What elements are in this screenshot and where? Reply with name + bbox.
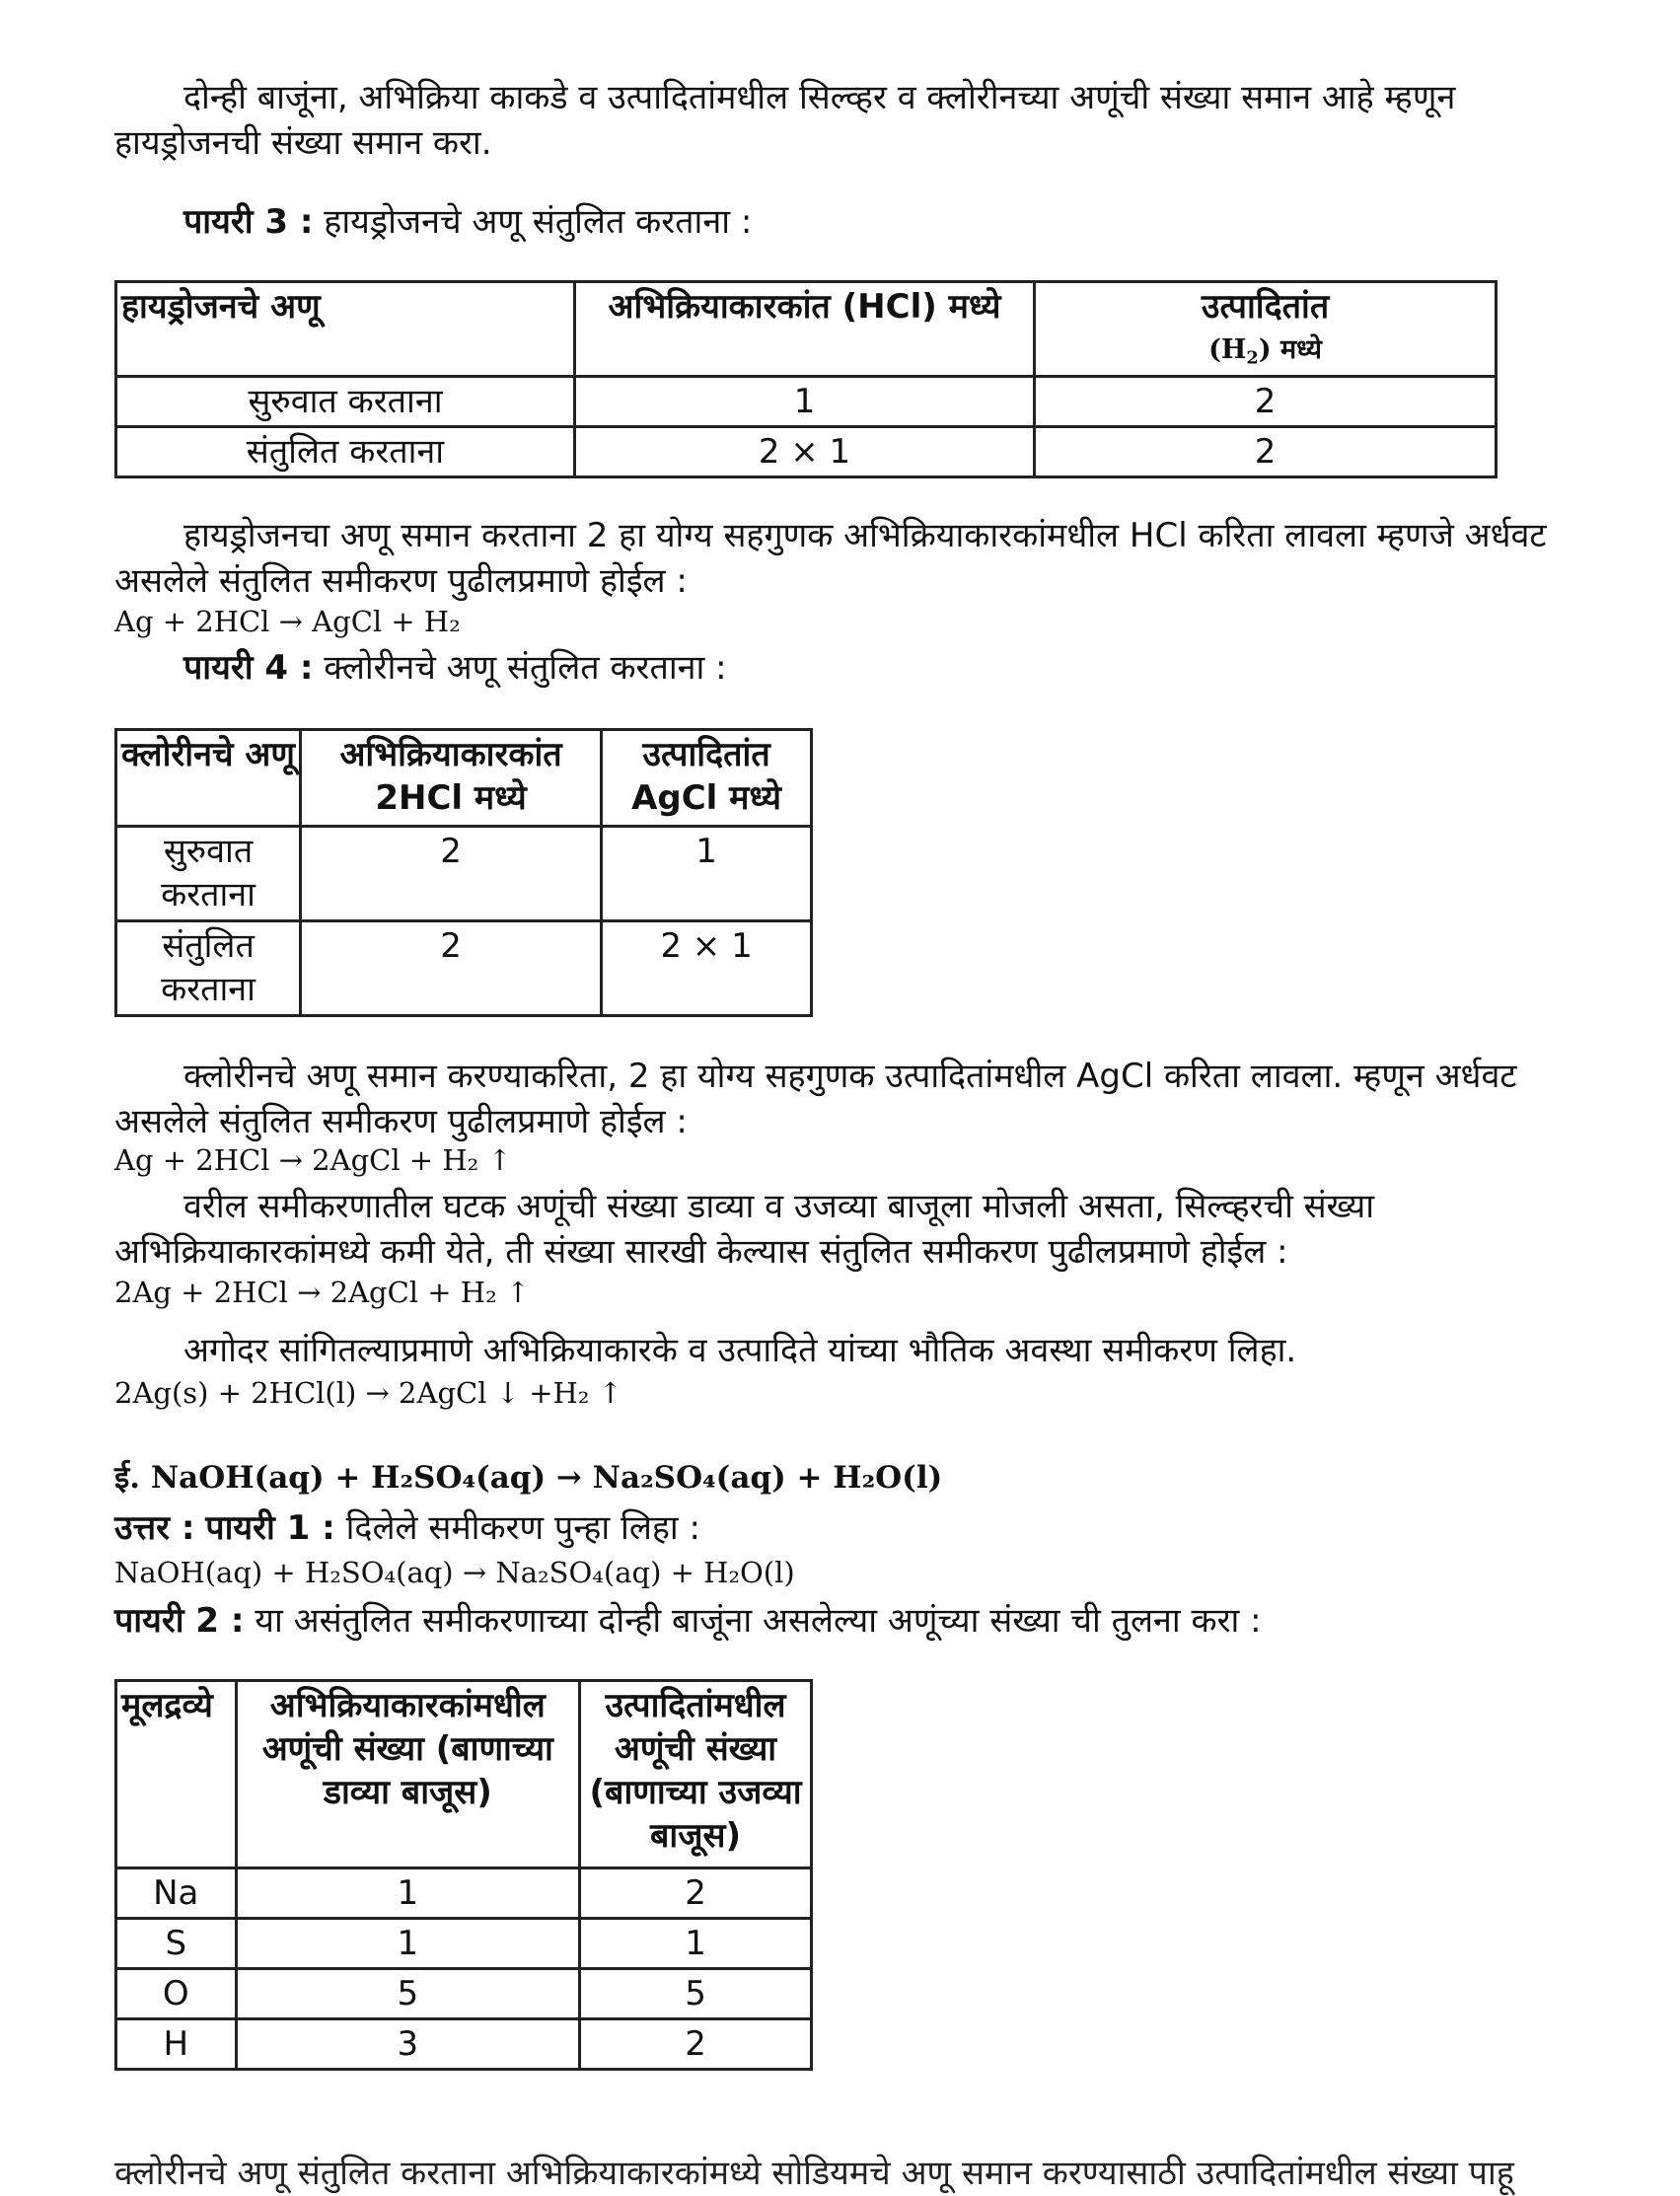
table-cell: S: [116, 1919, 237, 1969]
table-cell: संतुलित करताना: [116, 921, 301, 1016]
table-cell: 3: [236, 2019, 580, 2070]
table-cell: 1: [580, 1919, 812, 1969]
table-cell: सुरुवात करताना: [116, 377, 575, 427]
table-cell: 2: [1035, 427, 1497, 477]
step4-equation3: 2Ag(s) + 2HCl(l) → 2AgCl ↓ +H₂ ↑: [114, 1376, 622, 1410]
table-header: उत्पादितांमधील अणूंची संख्या (बाणाच्या उजव्या बाजूस): [580, 1681, 812, 1868]
table-cell: 1: [574, 377, 1034, 427]
step3-label: पायरी 3 :: [183, 202, 314, 242]
table-cell: 2: [580, 2019, 812, 2070]
table-cell: 2: [301, 827, 602, 921]
table-cell: 2 × 1: [574, 427, 1034, 477]
table-cell: 2: [580, 1868, 812, 1919]
answer-step2: [114, 1598, 1262, 1644]
step3-paragraph: हायड्रोजनचा अणू समान करताना 2 हा योग्य सहगुणक अभिक्रियाकारकांमधील HCl करिता लावला म्हणजे अर्धवट असलेले संतुलित समीकरण पुढीलप्रमाणे होईल :: [114, 516, 1547, 601]
step2-text: या असंतुलित समीकरणाच्या दोन्ही बाजूंना असलेल्या अणूंच्या संख्या ची तुलना करा :: [255, 1601, 1262, 1641]
table-header: अभिक्रियाकारकांत 2HCl मध्ये: [301, 730, 602, 827]
step3-text: हायड्रोजनचे अणू संतुलित करताना :: [324, 202, 753, 242]
question-e-equation: NaOH(aq) + H₂SO₄(aq) → Na₂SO₄(aq) + H₂O(l): [150, 1460, 943, 1496]
answer-label: उत्तर :: [114, 1508, 195, 1548]
step4-heading: [183, 645, 727, 691]
table-cell: संतुलित करताना: [116, 427, 575, 477]
step3-equation: Ag + 2HCl → AgCl + H₂: [114, 605, 461, 638]
table-cell: 2: [1035, 377, 1497, 427]
sodium-table: [114, 1679, 813, 2071]
step4-paragraph: क्लोरीनचे अणू समान करण्याकरिता, 2 हा योग्य सहगुणक उत्पादितांमधील AgCl करिता लावला. म्हणून अर्धवट असलेले संतुलित समीकरण पुढीलप्रमाणे होईल :: [114, 1057, 1517, 1141]
step2-label: पायरी 2 :: [114, 1601, 245, 1641]
table-cell: 1: [602, 827, 812, 921]
table-header: उत्पादितांत AgCl मध्ये: [602, 730, 812, 827]
table-cell: 5: [580, 1969, 812, 2019]
table-header: हायड्रोजनचे अणू: [116, 282, 575, 377]
table-cell: 1: [236, 1868, 580, 1919]
question-e-heading: [114, 1458, 942, 1498]
rewritten-equation: NaOH(aq) + H₂SO₄(aq) → Na₂SO₄(aq) + H₂O(l): [114, 1556, 795, 1589]
answer-step1: [114, 1505, 700, 1551]
cut-off-line: क्लोरीनचे अणू संतुलित करताना अभिक्रियाकारकांमध्ये सोडियमचे अणू समान करण्यासाठी उत्पादितांमधील संख्या पाहू: [114, 2154, 1514, 2193]
hydrogen-table: [114, 280, 1497, 478]
step4-equation2: 2Ag + 2HCl → 2AgCl + H₂ ↑: [114, 1276, 531, 1309]
step4-equation: Ag + 2HCl → 2AgCl + H₂ ↑: [114, 1143, 512, 1177]
table-header: मूलद्रव्ये: [116, 1681, 237, 1868]
chlorine-table: [114, 728, 813, 1017]
step4-paragraph3: अगोदर सांगितल्याप्रमाणे अभिक्रियाकारके व उत्पादिते यांच्या भौतिक अवस्था समीकरण लिहा.: [183, 1331, 1297, 1370]
intro-paragraph: दोन्ही बाजूंना, अभिक्रिया काकडे व उत्पादितांमधील सिल्व्हर व क्लोरीनच्या अणूंची संख्या समान आहे म्हणून हायड्रोजनची संख्या समान करा.: [114, 78, 1456, 163]
table-header: क्लोरीनचे अणू: [116, 730, 301, 827]
step3-heading: [183, 199, 752, 245]
table-cell: 1: [236, 1919, 580, 1969]
table-cell: O: [116, 1969, 237, 2019]
table-header: [1035, 282, 1497, 377]
table-cell: सुरुवात करताना: [116, 827, 301, 921]
step4-text: क्लोरीनचे अणू संतुलित करताना :: [324, 648, 727, 688]
step1-text: दिलेले समीकरण पुन्हा लिहा :: [345, 1508, 701, 1548]
header-products: उत्पादितांत: [1201, 287, 1330, 327]
header-h2: $(H_2)$ मध्ये: [1208, 334, 1322, 369]
table-cell: 2 × 1: [602, 921, 812, 1016]
table-cell: 5: [236, 1969, 580, 2019]
table-header: अभिक्रियाकारकांमधील अणूंची संख्या (बाणाच्या डाव्या बाजूस): [236, 1681, 580, 1868]
question-e-label: ई.: [114, 1460, 141, 1496]
table-cell: H: [116, 2019, 237, 2070]
table-cell: 2: [301, 921, 602, 1016]
step4-label: पायरी 4 :: [183, 648, 314, 688]
table-header: अभिक्रियाकारकांत (HCl) मध्ये: [574, 282, 1034, 377]
step4-paragraph2: वरील समीकरणातील घटक अणूंची संख्या डाव्या व उजव्या बाजूला मोजली असता, सिल्व्हरची संख्या अभिक्रियाकारकांमध्ये कमी येते, ती संख्या सारखी केल्यास संतुलित समीकरण पुढीलप्रमाणे होईल :: [114, 1187, 1375, 1272]
step1-label: पायरी 1 :: [205, 1508, 335, 1548]
table-cell: Na: [116, 1868, 237, 1919]
